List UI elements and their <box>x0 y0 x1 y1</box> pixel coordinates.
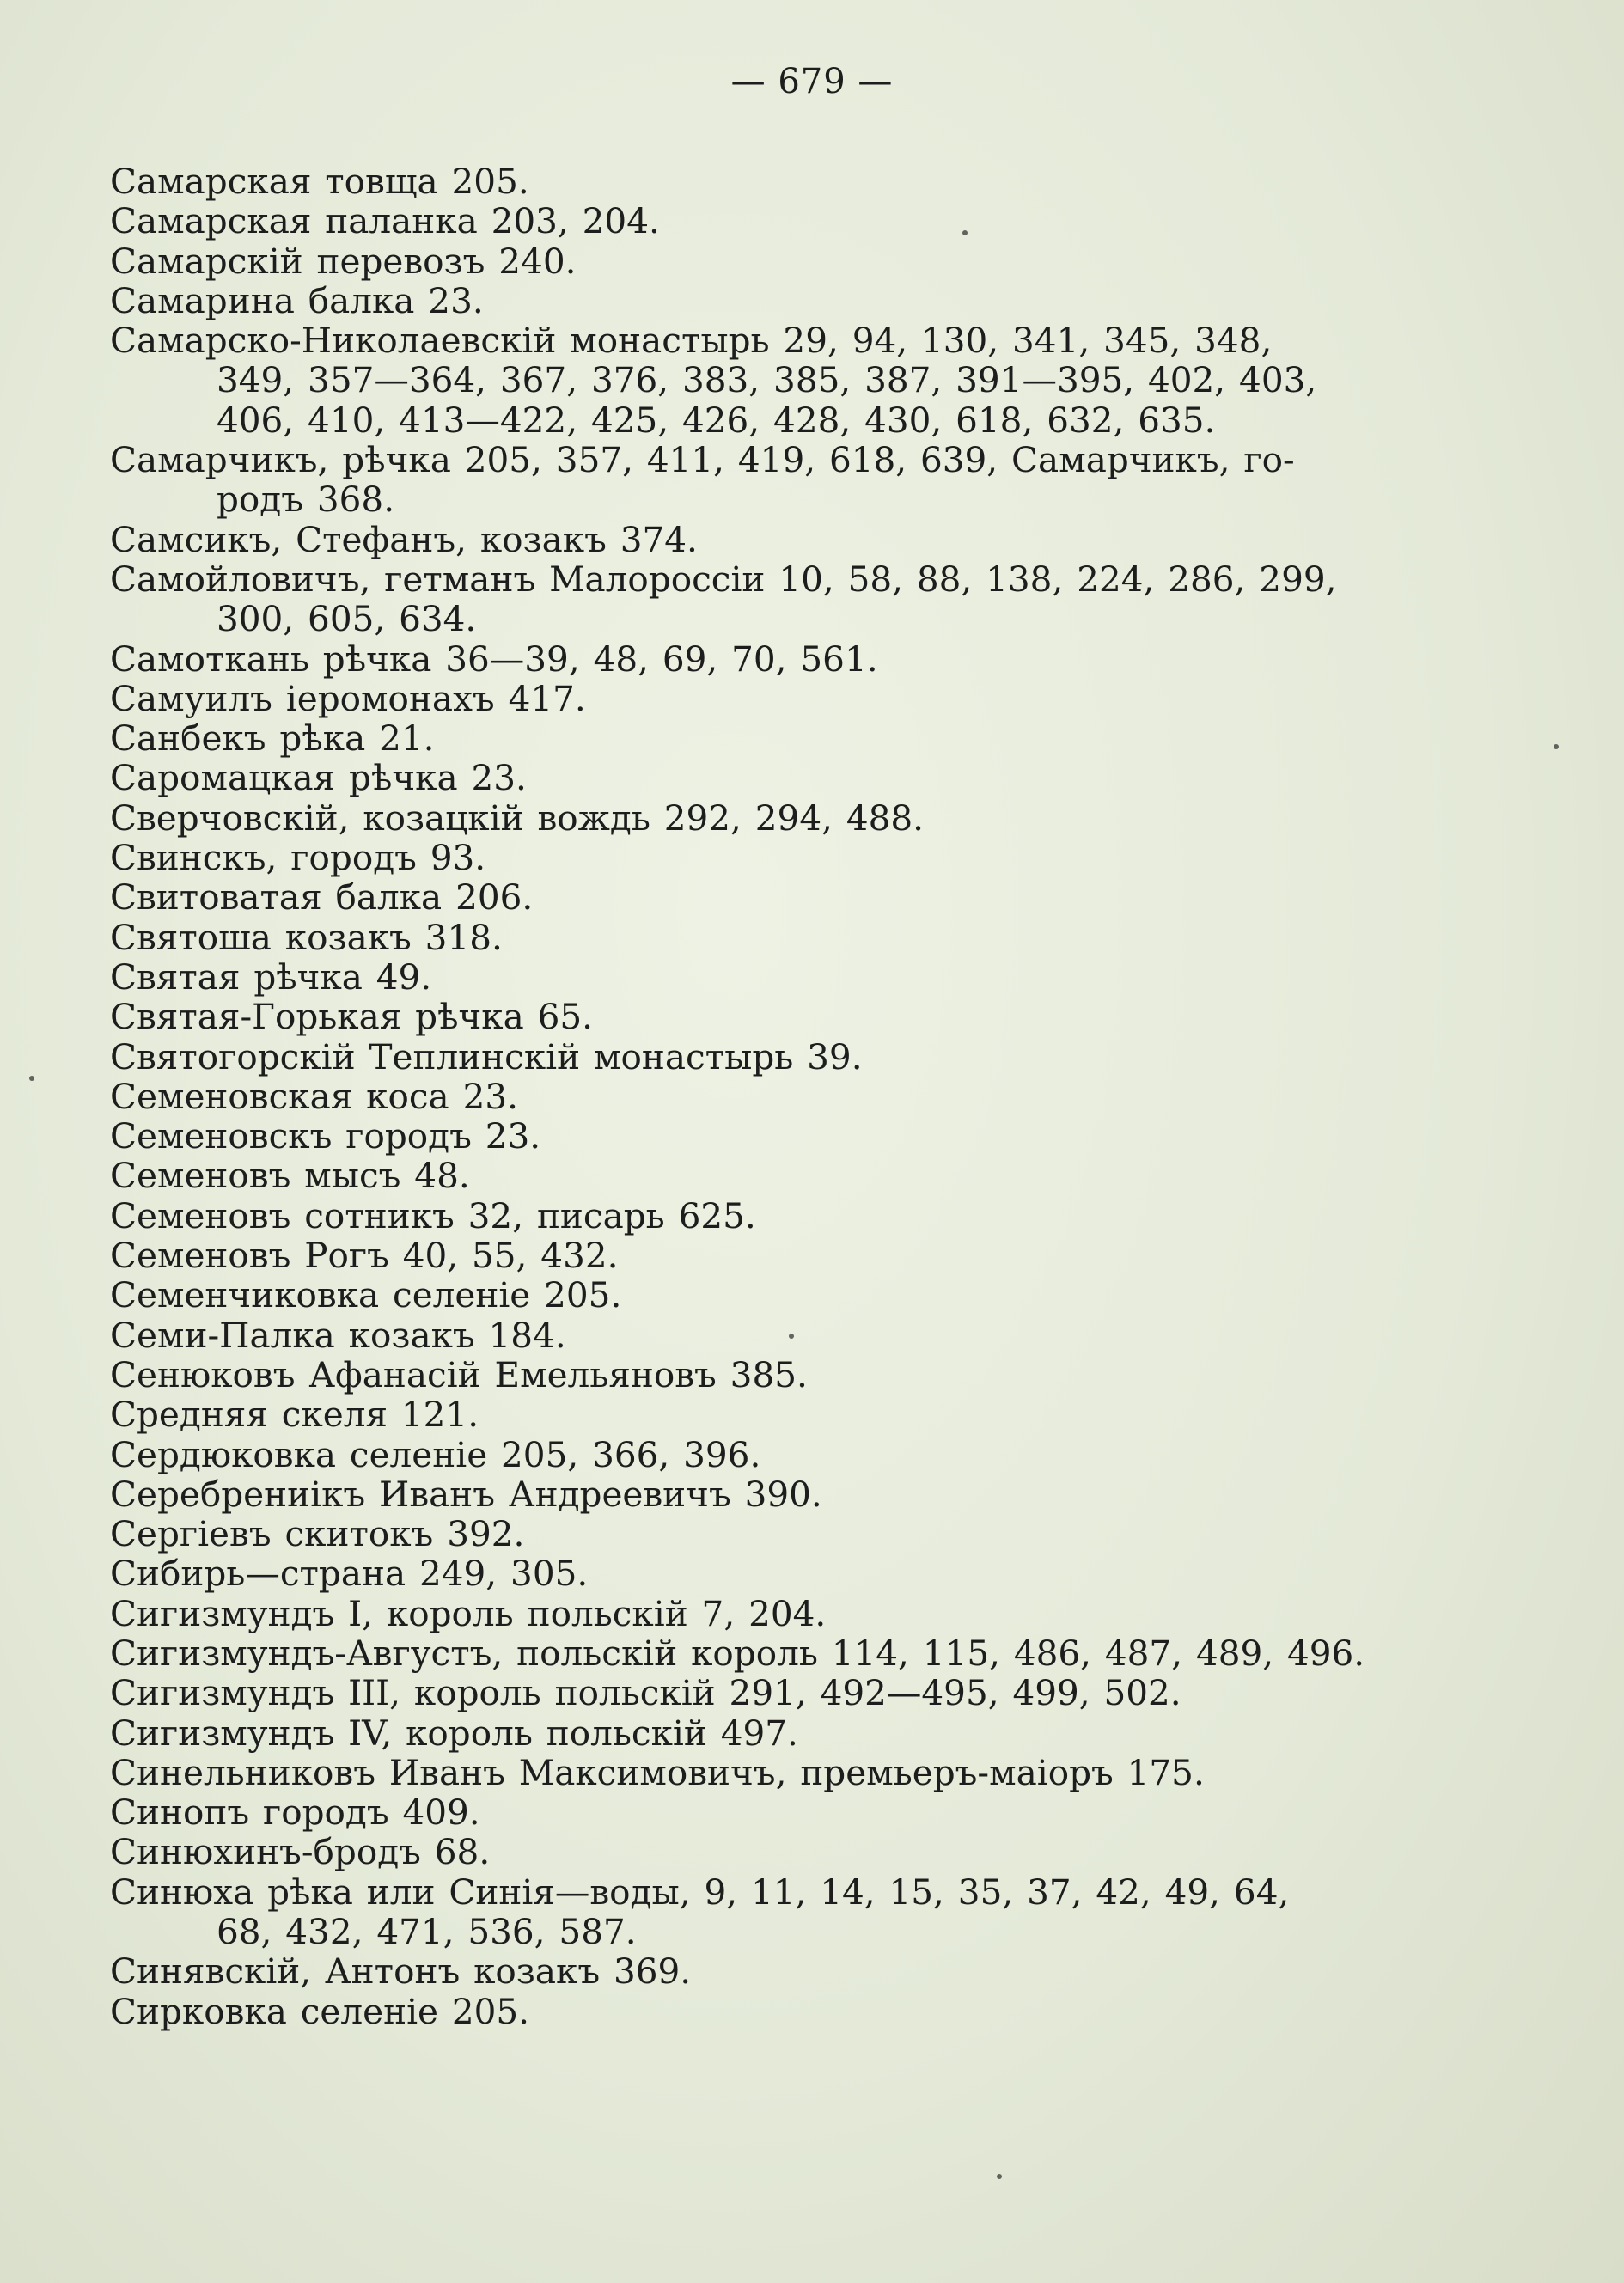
index-entry <box>110 758 1476 797</box>
index-entry-text: Святая рѣчка 49. <box>110 955 432 998</box>
index-entry-text: Сенюковъ Афанасій Емельяновъ 385. <box>110 1353 808 1395</box>
index-entry-text: Серебрениікъ Иванъ Андреевичъ 390. <box>110 1473 822 1515</box>
index-entry-continuation: 349, 357—364, 367, 376, 383, 385, 387, 391—395, 402, 403, <box>217 359 1317 401</box>
index-entry-text: Самарскій перевозъ 240. <box>110 240 577 282</box>
index-entry-text: Свинскъ, городъ 93. <box>110 837 486 879</box>
index-entry <box>110 1037 1476 1077</box>
index-entry-text: Самарская товща 205. <box>110 161 529 202</box>
index-entry-text: Сибирь—страна 249, 305. <box>110 1553 589 1595</box>
index-entry-continuation: 300, 605, 634. <box>217 598 477 640</box>
index-entry <box>110 957 1476 997</box>
index-entry <box>110 1792 1476 1832</box>
index-entry-text: Самоткань рѣчка 36—39, 48, 69, 70, 561. <box>110 638 878 680</box>
index-entry <box>110 1355 1476 1395</box>
index-entry <box>110 1435 1476 1474</box>
index-entry-text: Семенчиковка селеніе 205. <box>110 1274 622 1316</box>
index-entry-text: Синюхинъ-бродъ 68. <box>110 1831 491 1873</box>
index-entry-text: Средняя скеля 121. <box>110 1394 479 1436</box>
ink-speck <box>997 2174 1002 2179</box>
index-entry <box>110 1951 1476 1991</box>
index-entry <box>110 1673 1476 1712</box>
index-entry-text: Сергіевъ скитокъ 392. <box>110 1513 525 1555</box>
index-entry-text: Самарская паланка 203, 204. <box>110 200 660 242</box>
index-entry <box>110 1872 1476 1952</box>
index-entry <box>110 201 1476 241</box>
index-entry-text: Санбекъ рѣка 21. <box>110 717 435 760</box>
index-entry-text: Семеновскъ городъ 23. <box>110 1115 541 1157</box>
index-entry <box>110 838 1476 877</box>
index-entry-text: Сигизмундъ IV, король польскій 497. <box>110 1712 798 1754</box>
index-entry <box>110 1236 1476 1275</box>
index-entry <box>110 1514 1476 1554</box>
index-entry-text: Самарчикъ, рѣчка 205, 357, 411, 419, 618, 639, Самарчикъ, го- <box>110 439 1295 481</box>
index-entry <box>110 520 1476 559</box>
index-entry-text: Святоша козакъ 318. <box>110 916 503 958</box>
index-entry-text: Сигизмундъ III, король польскій 291, 492—495, 499, 502. <box>110 1672 1181 1714</box>
index-entry <box>110 1395 1476 1434</box>
index-entry-text: Сердюковка селеніе 205, 366, 396. <box>110 1433 761 1475</box>
index-entry-text: Святогорскій Теплинскій монастырь 39. <box>110 1035 863 1077</box>
ink-speck <box>962 230 968 235</box>
index-entries <box>110 162 1476 2031</box>
index-entry-text: Самсикъ, Стефанъ, козакъ 374. <box>110 518 698 560</box>
index-entry <box>110 1594 1476 1633</box>
index-entry-continuation: родъ 368. <box>217 479 395 521</box>
index-entry-text: Самарско-Николаевскій монастырь 29, 94, 130, 341, 345, 348, <box>110 320 1273 362</box>
index-entry-continuation: 406, 410, 413—422, 425, 426, 428, 430, 618, 632, 635. <box>217 399 1216 441</box>
index-entry-text: Семеновская коса 23. <box>110 1075 518 1117</box>
index-entry <box>110 241 1476 281</box>
index-entry-text: Свитоватая балка 206. <box>110 876 534 919</box>
index-entry-text: Синюха рѣка или Синія—воды, 9, 11, 14, 15, 35, 37, 42, 49, 64, <box>110 1871 1290 1913</box>
index-entry-text: Сигизмундъ-Августъ, польскій король 114, 115, 486, 487, 489, 496. <box>110 1632 1365 1674</box>
index-entry <box>110 798 1476 838</box>
index-entry <box>110 1156 1476 1195</box>
page-number: — 679 — <box>730 62 894 101</box>
index-entry-text: Семеновъ сотникъ 32, писарь 625. <box>110 1194 756 1236</box>
index-entry <box>110 718 1476 758</box>
index-entry-text: Семеновъ Рогъ 40, 55, 432. <box>110 1235 619 1277</box>
ink-speck <box>1554 744 1559 749</box>
index-entry-text: Самойловичъ, гетманъ Малороссіи 10, 58, 88, 138, 224, 286, 299, <box>110 558 1337 600</box>
index-entry-text: Сверчовскій, козацкій вождь 292, 294, 488. <box>110 797 925 839</box>
index-entry <box>110 997 1476 1036</box>
index-entry <box>110 1992 1476 2031</box>
index-entry <box>110 1275 1476 1315</box>
index-entry <box>110 1196 1476 1236</box>
index-entry <box>110 1713 1476 1753</box>
index-entry <box>110 877 1476 917</box>
index-entry-text: Сирковка селеніе 205. <box>110 1990 530 2032</box>
index-entry <box>110 679 1476 718</box>
ink-speck <box>29 1076 34 1081</box>
index-entry-continuation: 68, 432, 471, 536, 587. <box>217 1911 637 1953</box>
index-entry <box>110 281 1476 320</box>
index-entry-text: Святая-Горькая рѣчка 65. <box>110 996 594 1038</box>
index-entry-text: Семи-Палка козакъ 184. <box>110 1314 566 1356</box>
index-entry <box>110 440 1476 520</box>
index-entry <box>110 1116 1476 1156</box>
index-entry <box>110 559 1476 639</box>
index-entry <box>110 1077 1476 1116</box>
index-entry-text: Синявскій, Антонъ козакъ 369. <box>110 1950 692 1993</box>
index-entry <box>110 1554 1476 1593</box>
index-entry-text: Саромацкая рѣчка 23. <box>110 757 527 799</box>
index-entry <box>110 918 1476 957</box>
index-entry-text: Самарина балка 23. <box>110 279 484 321</box>
index-entry <box>110 1474 1476 1514</box>
index-entry <box>110 639 1476 679</box>
index-entry-text: Самуилъ іеромонахъ 417. <box>110 677 586 719</box>
index-entry-text: Сигизмундъ I, король польскій 7, 204. <box>110 1592 827 1634</box>
index-entry-text: Семеновъ мысъ 48. <box>110 1155 470 1197</box>
index-entry-text: Синельниковъ Иванъ Максимовичъ, премьеръ-маіоръ 175. <box>110 1751 1205 1793</box>
index-entry <box>110 1832 1476 1871</box>
index-entry <box>110 1633 1476 1673</box>
index-entry-text: Синопъ городъ 409. <box>110 1792 480 1834</box>
index-entry <box>110 162 1476 201</box>
index-entry <box>110 1753 1476 1792</box>
index-entry <box>110 320 1476 440</box>
ink-speck <box>789 1334 794 1339</box>
